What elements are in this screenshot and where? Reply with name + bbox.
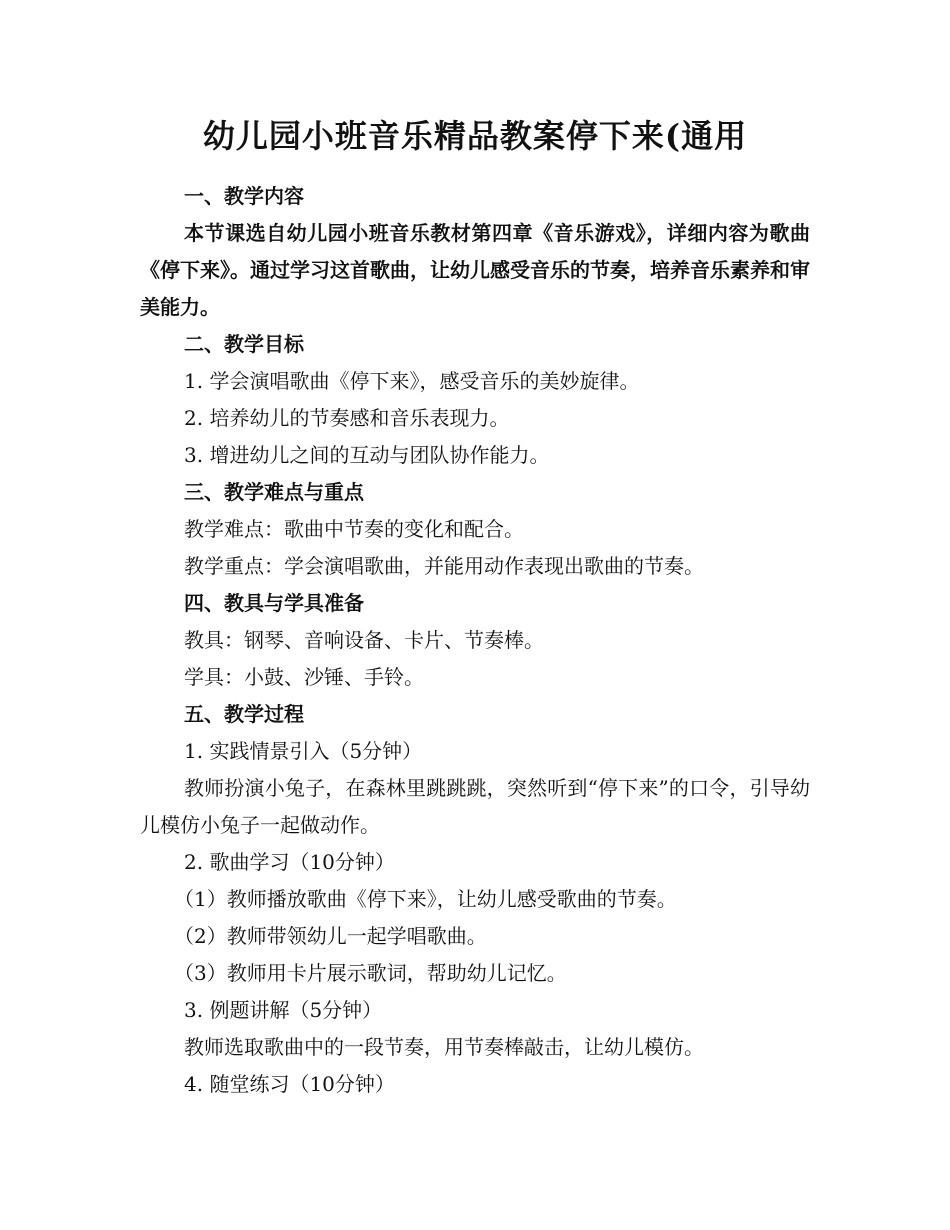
process-step-2-item: （3）教师用卡片展示歌词，帮助幼儿记忆。 [174, 961, 567, 985]
section-heading-difficulty: 三、教学难点与重点 [184, 480, 364, 504]
section-heading-content: 一、教学内容 [184, 184, 304, 208]
process-step-1: 1. 实践情景引入（5分钟） [184, 739, 423, 763]
document-title: 幼儿园小班音乐精品教案停下来(通用 [202, 117, 748, 155]
tools-student: 学具：小鼓、沙锤、手铃。 [184, 665, 424, 689]
difficulty-hard: 教学难点：歌曲中节奏的变化和配合。 [184, 517, 524, 541]
process-step-2-item: （2）教师带领幼儿一起学唱歌曲。 [174, 924, 487, 948]
section-heading-tools: 四、教具与学具准备 [184, 591, 364, 615]
process-step-1-body: 教师扮演小兔子，在森林里跳跳跳，突然听到“停下来”的口令，引导幼儿模仿小兔子一起做动作。 [140, 776, 810, 837]
process-step-3-body: 教师选取歌曲中的一段节奏，用节奏棒敲击，让幼儿模仿。 [184, 1035, 704, 1059]
section-heading-process: 五、教学过程 [184, 702, 304, 726]
goal-item: 3. 增进幼儿之间的互动与团队协作能力。 [184, 443, 550, 467]
goal-item: 2. 培养幼儿的节奏感和音乐表现力。 [184, 406, 510, 430]
section-heading-goals: 二、教学目标 [184, 332, 304, 356]
content-paragraph: 本节课选自幼儿园小班音乐教材第四章《音乐游戏》，详细内容为歌曲《停下来》。通过学习这首歌曲，让幼儿感受音乐的节奏，培养音乐素养和审美能力。 [140, 221, 810, 319]
process-step-2-item: （1）教师播放歌曲《停下来》，让幼儿感受歌曲的节奏。 [174, 887, 677, 911]
process-step-2: 2. 歌曲学习（10分钟） [184, 850, 395, 874]
process-step-4: 4. 随堂练习（10分钟） [184, 1072, 395, 1096]
goal-item: 1. 学会演唱歌曲《停下来》，感受音乐的美妙旋律。 [184, 369, 640, 393]
tools-teacher: 教具：钢琴、音响设备、卡片、节奏棒。 [184, 628, 544, 652]
difficulty-key: 教学重点：学会演唱歌曲，并能用动作表现出歌曲的节奏。 [184, 554, 704, 578]
process-step-3: 3. 例题讲解（5分钟） [184, 998, 383, 1022]
